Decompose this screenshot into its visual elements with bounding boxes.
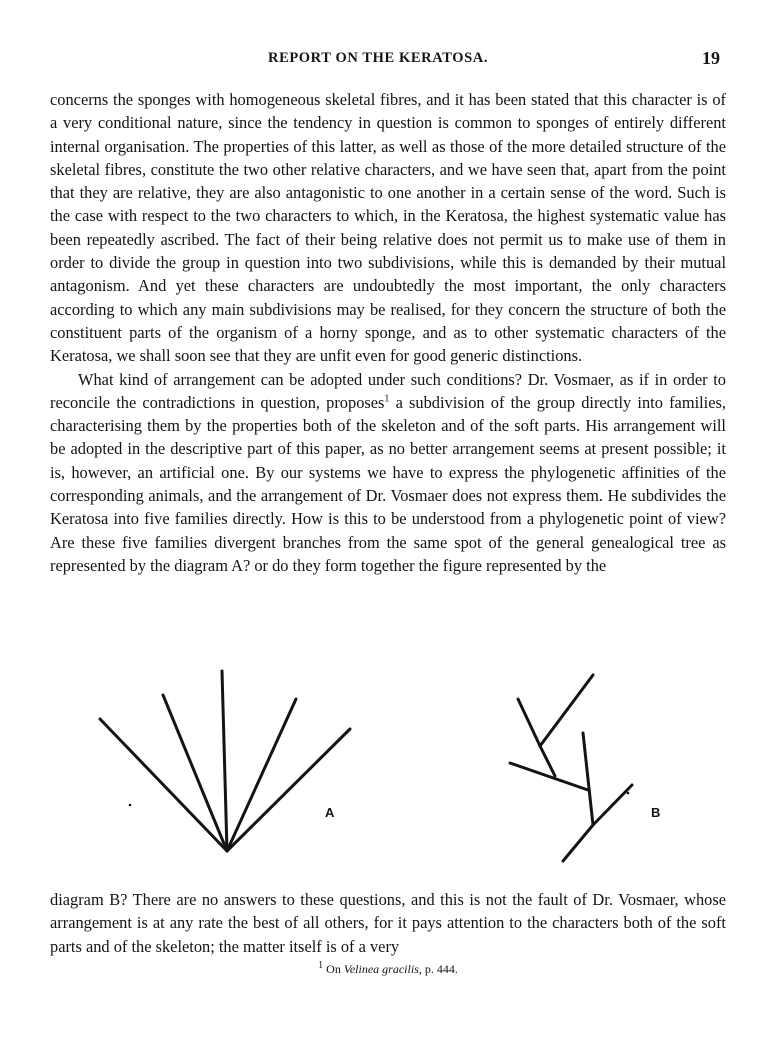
footnote-suffix: , p. 444. xyxy=(418,962,458,976)
paragraph-1: concerns the sponges with homogeneous skeletal fibres, and it has been stated that this character is of a very conditional nature, since the tendency in question is common to sponges of entirely different internal organisation. The properties of this latter, as well as those of the more detailed structure of the skeletal fibres, constitute the two other relative characters, and we have seen that, apart from the point that they are relative, they are also antagonistic to one another in a certain sense of the word. Such is the case with respect to the two characters to which, in the Keratosa, the highest systematic value has been repeatedly ascribed. The fact of their being relative does not permit us to make use of them in order to divide the group in question into two subdivisions, while this is demanded by their mutual antagonism. And yet these characters are undoubtedly the most important, the only characters according to which any main subdivisions may be realised, for they concern the structure of both the constituent parts of the organism of a horny sponge, and as to other systematic characters of the Keratosa, we shall soon see that they are unfit even for good generic distinctions. xyxy=(50,90,726,366)
paragraph-3: diagram B? There are no answers to these questions, and this is not the fault of Dr. Vosmaer, whose arrangement is at any rate the best of all others, for it pays attention to the characters both of the soft parts and of the skeleton; the matter itself is of a very xyxy=(50,890,726,956)
footnote-marker: 1 xyxy=(318,960,324,971)
main-text xyxy=(50,88,726,577)
page-header xyxy=(0,50,776,72)
speck-mark xyxy=(129,804,132,807)
footnote-reference[interactable]: 1 xyxy=(384,393,390,405)
page-number: 19 xyxy=(702,48,720,68)
diagram-b xyxy=(510,675,632,861)
diagram-a xyxy=(100,671,350,851)
diagram-svg xyxy=(0,665,776,880)
diagram-b-branch-upper-left xyxy=(518,699,540,746)
diagram-a-branch-5 xyxy=(227,729,350,851)
diagram-a-label: A xyxy=(325,805,335,820)
diagram-a-branch-3 xyxy=(222,671,227,851)
diagram-b-stem-upper xyxy=(583,733,593,825)
phylogeny-figure xyxy=(0,665,776,880)
speck-mark-b xyxy=(627,792,630,795)
paragraph-2-part-1: What kind of arrangement can be adopted under such conditions? Dr. Vosmaer, as if in order to reconcile the contradictions in question, proposes xyxy=(50,369,726,412)
diagram-b-branch-upper-right xyxy=(540,675,593,746)
diagram-a-branch-4 xyxy=(227,699,296,851)
footnote-prefix: On xyxy=(326,962,341,976)
footnote-title: Velinea gracilis xyxy=(343,962,419,976)
diagram-a-branch-2 xyxy=(163,695,227,851)
paragraph-2 xyxy=(50,368,726,578)
diagram-b-branch-right xyxy=(593,785,632,825)
running-title: REPORT ON THE KERATOSA. xyxy=(268,50,489,66)
paragraph-2-part-2: a subdivision of the group directly into families, characterising them by the properties both of the skeleton and of the soft parts. His arrangement will be adopted in the descriptive part of this paper, as no better arrangement seems at present possible; it is, however, an artificial one. By our systems we have to express the phylogenetic affinities of the corresponding animals, and the arrangement of Dr. Vosmaer does not express them. He subdivides the Keratosa into five families directly. How is this to be understood from a phylogenetic point of view? Are these five families divergent branches from the same spot of the general genealogical tree as represented by the diagram A? or do they form together the figure represented by the xyxy=(50,392,726,575)
diagram-b-stem-mid xyxy=(540,746,555,776)
diagram-b-label: B xyxy=(651,805,661,820)
footnote xyxy=(0,962,776,977)
diagram-a-branch-1 xyxy=(100,719,227,851)
diagram-b-trunk xyxy=(563,825,593,861)
